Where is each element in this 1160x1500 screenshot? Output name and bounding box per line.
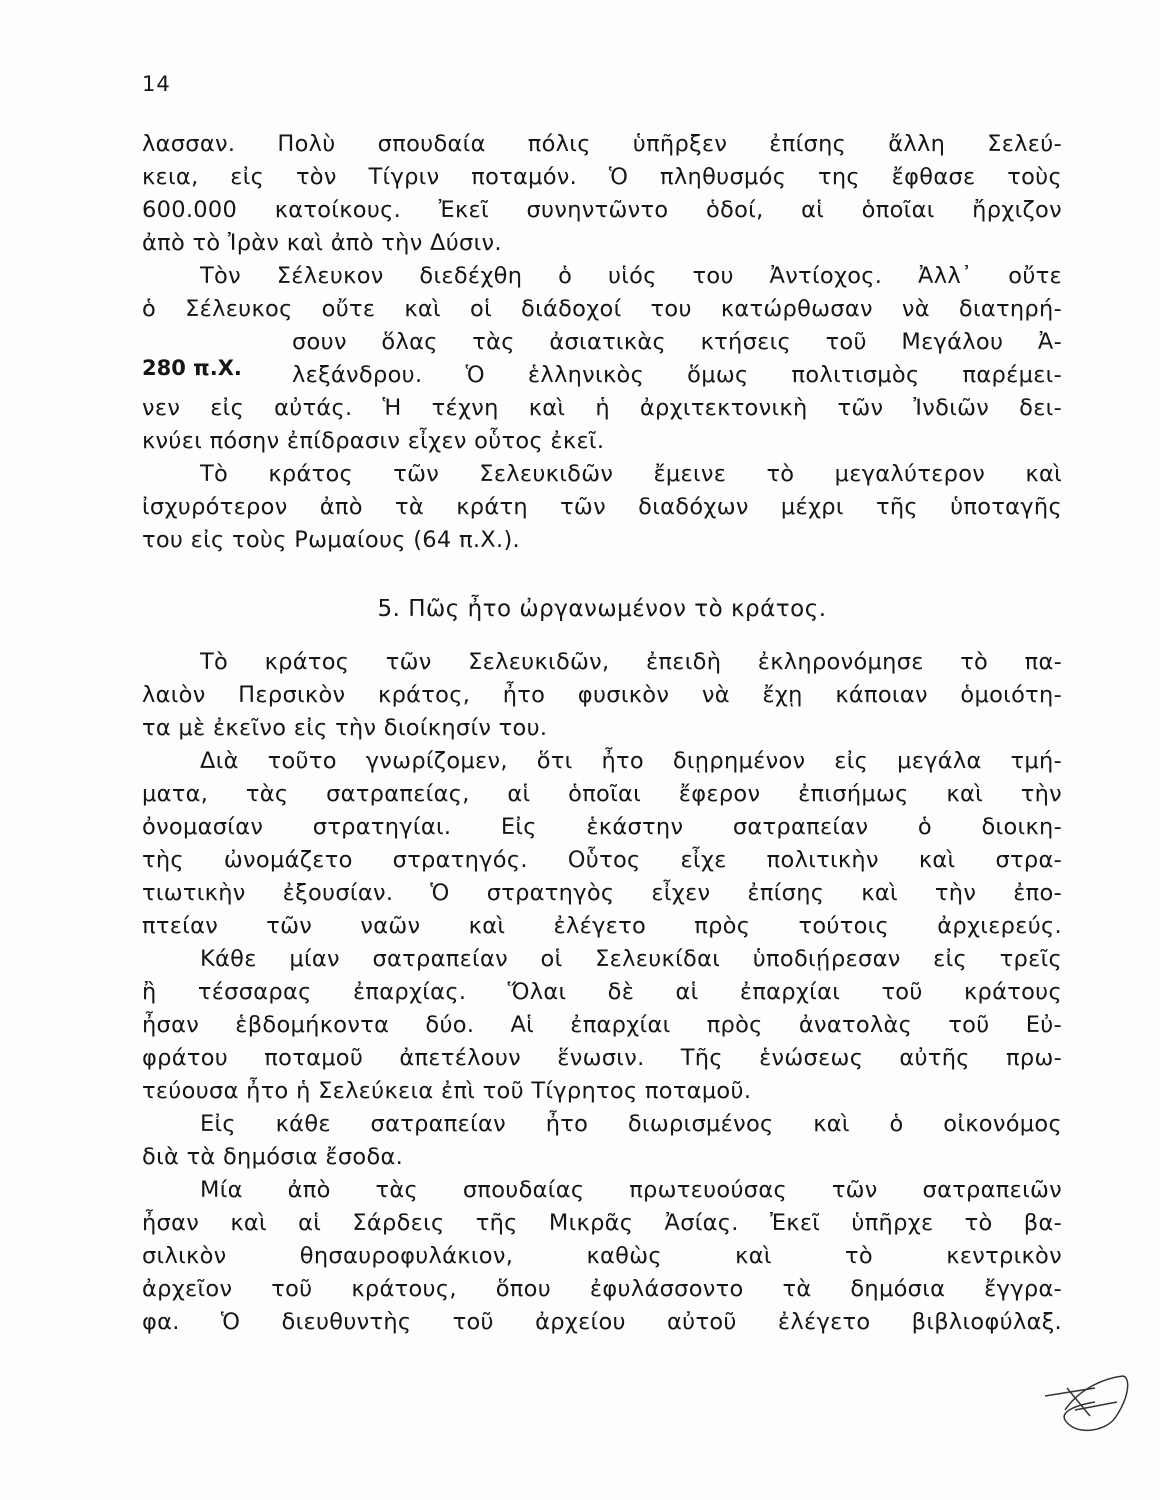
page-number: 14 <box>142 72 171 96</box>
text-line: Τὸν Σέλευκον διεδέχθη ὁ υἱός του Ἀντίοχος. Ἀλλ᾿ οὔτε <box>200 263 1062 289</box>
text-line: ματα, τὰς σατραπείας, αἱ ὁποῖαι ἔφερον ἐπισήμως καὶ τὴν <box>142 781 1062 807</box>
text-line: φράτου ποταμοῦ ἀπετέλουν ἕνωσιν. Τῆς ἑνώσεως αὐτῆς πρω- <box>142 1045 1062 1071</box>
text-line: κεια, εἰς τὸν Τίγριν ποταμόν. Ὁ πληθυσμός της ἔφθασε τοὺς <box>142 164 1062 190</box>
text-line: Τὸ κράτος τῶν Σελευκιδῶν ἔμεινε τὸ μεγαλύτερον καὶ <box>200 461 1062 487</box>
margin-date-note: 280 π.Χ. <box>142 356 242 380</box>
text-line: ἢ τέσσαρας ἐπαρχίας. Ὅλαι δὲ αἱ ἐπαρχίαι τοῦ κράτους <box>142 979 1062 1005</box>
body-text-part-2 <box>142 326 1062 392</box>
text-line: τὴς ὠνομάζετο στρατηγός. Οὗτος εἶχε πολιτικὴν καὶ στρα- <box>142 847 1062 873</box>
text-line: διὰ τὰ δημόσια ἔσοδα. <box>142 1144 404 1170</box>
text-line: τιωτικὴν ἐξουσίαν. Ὁ στρατηγὸς εἶχεν ἐπίσης καὶ τὴν ἐπο- <box>142 880 1062 906</box>
text-line: ἀπὸ τὸ Ἰρὰν καὶ ἀπὸ τὴν Δύσιν. <box>142 230 502 256</box>
body-text-part-4 <box>142 646 1062 1339</box>
text-line: Εἰς κάθε σατραπείαν ἦτο διωρισμένος καὶ ὁ οἰκονόμος <box>200 1111 1062 1137</box>
text-line: ἦσαν καὶ αἱ Σάρδεις τῆς Μικρᾶς Ἀσίας. Ἐκεῖ ὑπῆρχε τὸ βα- <box>142 1210 1062 1236</box>
section-heading: 5. Πῶς ἦτο ὠργανωμένον τὸ κράτος. <box>377 596 827 622</box>
text-line: ὀνομασίαν στρατηγίαι. Εἰς ἑκάστην σατραπείαν ὁ διοικη- <box>142 814 1062 840</box>
text-line: 600.000 κατοίκους. Ἐκεῖ συνηντῶντο ὁδοί, αἱ ὁποῖαι ἤρχιζον <box>142 197 1062 223</box>
body-text-part-3 <box>142 392 1062 557</box>
body-text-part-1 <box>142 128 1062 326</box>
text-line: κνύει πόσην ἐπίδρασιν εἶχεν οὗτος ἐκεῖ. <box>142 428 605 454</box>
text-line: πτείαν τῶν ναῶν καὶ ἐλέγετο πρὸς τούτοις ἀρχιερεύς. <box>142 913 1062 939</box>
text-line: φα. Ὁ διευθυντὴς τοῦ ἀρχείου αὐτοῦ ἐλέγετο βιβλιοφύλαξ. <box>142 1309 1062 1335</box>
text-line: τεύουσα ἦτο ἡ Σελεύκεια ἐπὶ τοῦ Τίγρητος ποταμοῦ. <box>142 1078 752 1104</box>
text-line: τα μὲ ἐκεῖνο εἰς τὴν διοίκησίν του. <box>142 715 548 741</box>
text-line: Μία ἀπὸ τὰς σπουδαίας πρωτευούσας τῶν σατραπειῶν <box>200 1177 1062 1203</box>
text-line: λαιὸν Περσικὸν κράτος, ἦτο φυσικὸν νὰ ἔχῃ κάποιαν ὁμοιότη- <box>142 682 1062 708</box>
text-line: ἦσαν ἑβδομήκοντα δύο. Αἱ ἐπαρχίαι πρὸς ἀνατολὰς τοῦ Εὐ- <box>142 1012 1062 1038</box>
handwritten-mark-icon <box>1035 1358 1135 1438</box>
text-line: Κάθε μίαν σατραπείαν οἱ Σελευκίδαι ὑποδιῄρεσαν εἰς τρεῖς <box>200 946 1062 972</box>
text-line: ἰσχυρότερον ἀπὸ τὰ κράτη τῶν διαδόχων μέχρι τῆς ὑποταγῆς <box>142 494 1062 520</box>
text-line: ἀρχεῖον τοῦ κράτους, ὅπου ἐφυλάσσοντο τὰ δημόσια ἔγγρα- <box>142 1276 1062 1302</box>
text-line: νεν εἰς αὐτάς. Ἡ τέχνη καὶ ἡ ἀρχιτεκτονικὴ τῶν Ἰνδιῶν δει- <box>142 395 1062 421</box>
text-line: του εἰς τοὺς Ρωμαίους (64 π.Χ.). <box>142 527 520 553</box>
text-line: ὁ Σέλευκος οὔτε καὶ οἱ διάδοχοί του κατώρθωσαν νὰ διατηρή- <box>142 296 1062 322</box>
text-line: σιλικὸν θησαυροφυλάκιον, καθὼς καὶ τὸ κεντρικὸν <box>142 1243 1062 1269</box>
text-line: Διὰ τοῦτο γνωρίζομεν, ὅτι ἦτο διῃρημένον εἰς μεγάλα τμή- <box>200 748 1062 774</box>
text-line: Τὸ κράτος τῶν Σελευκιδῶν, ἐπειδὴ ἐκληρονόμησε τὸ πα- <box>200 649 1062 675</box>
text-line: σουν ὅλας τὰς ἀσιατικὰς κτήσεις τοῦ Μεγάλου Ἀ- <box>292 329 1062 355</box>
text-line: λεξάνδρου. Ὁ ἑλληνικὸς ὅμως πολιτισμὸς παρέμει- <box>292 362 1062 388</box>
text-line: λασσαν. Πολὺ σπουδαία πόλις ὑπῆρξεν ἐπίσης ἄλλη Σελεύ- <box>142 131 1062 157</box>
